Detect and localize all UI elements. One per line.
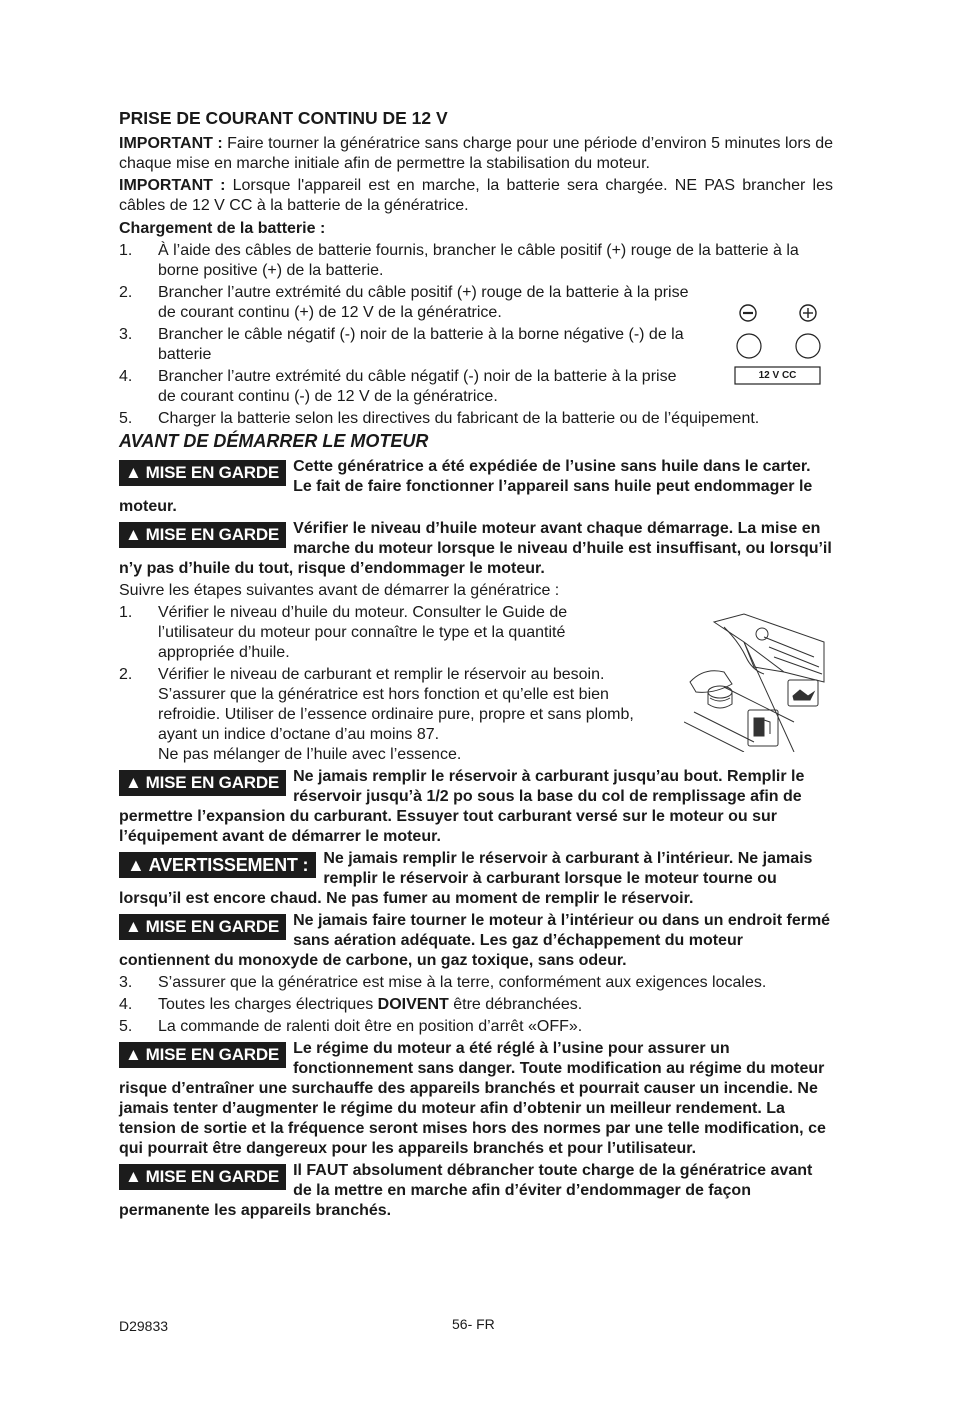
list-item: 4. Toutes les charges électriques DOIVENT être débranchées. xyxy=(119,996,583,1013)
caution-badge: ▲ MISE EN GARDE xyxy=(119,522,286,548)
warning-triangle-icon: ▲ xyxy=(127,855,145,875)
section-title-dc-outlet: PRISE DE COURANT CONTINU DE 12 V xyxy=(119,108,448,128)
warning-triangle-icon: ▲ xyxy=(125,1167,142,1186)
warning-triangle-icon: ▲ xyxy=(125,773,142,792)
prestart-steps-b xyxy=(119,973,833,1037)
dc-socket-illustration xyxy=(734,300,824,388)
document-id: D29833 xyxy=(119,1318,169,1334)
section-title-before-start: AVANT DE DÉMARRER LE MOTEUR xyxy=(119,431,429,451)
warning-triangle-icon: ▲ xyxy=(125,1045,142,1064)
warning-badge: ▲ AVERTISSEMENT : xyxy=(119,852,316,878)
caution-badge: ▲ MISE EN GARDE xyxy=(119,1164,286,1190)
charging-title: Chargement de la batterie : xyxy=(119,220,326,237)
warning-block xyxy=(119,849,833,909)
warning-triangle-icon: ▲ xyxy=(125,463,142,482)
steps-intro: Suivre les étapes suivantes avant de démarrer la génératrice : xyxy=(119,582,560,599)
caution-text: Vérifier le niveau d’huile moteur avant chaque démarrage. La mise en marche du moteur lorsque le niveau d’huile est insuffisant, ou lorsqu’il n’y pas d’huile du tout, risque d’endommager le moteur. xyxy=(119,520,832,577)
caution-block xyxy=(119,911,833,971)
list-item: 5. Charger la batterie selon les directives du fabricant de la batterie ou de l’équipement. xyxy=(119,410,760,427)
list-item: 4. Brancher l’autre extrémité du câble négatif (-) noir de la batterie à la prise de courant continu (-) de 12 V de la génératrice. xyxy=(119,368,677,405)
caution-badge: ▲ MISE EN GARDE xyxy=(119,770,286,796)
caution-block xyxy=(119,519,833,579)
important-note-1 xyxy=(119,134,833,174)
page-number: 56- FR xyxy=(452,1316,495,1332)
caution-text: Ne jamais remplir le réservoir à carburant jusqu’au bout. Remplir le réservoir jusqu’à 1/2 po sous la base du col de remplissage afin de permettre l’expansion du carburant. Essuyer tout carburant versé sur le moteur ou sur l’équipement avant de démarrer le moteur. xyxy=(119,768,805,845)
caution-text: Cette génératrice a été expédiée de l’usine sans huile dans le carter. Le fait de faire fonctionner l’appareil sans huile peut endommager le moteur. xyxy=(119,458,813,515)
engine-fuel-illustration xyxy=(684,612,830,752)
caution-badge: ▲ MISE EN GARDE xyxy=(119,914,286,940)
list-item: 5. La commande de ralenti doit être en position d’arrêt «OFF». xyxy=(119,1018,583,1035)
list-item: 1. Vérifier le niveau d’huile du moteur. Consulter le Guide de l’utilisateur du moteur pour connaître le type et la quantité appropriée d’huile. xyxy=(119,604,568,661)
important-note-2 xyxy=(119,176,833,216)
charging-steps xyxy=(119,241,833,429)
list-item: 3. Brancher le câble négatif (-) noir de la batterie à la borne négative (-) de la batterie xyxy=(119,326,684,363)
important-text: Lorsque l'appareil est en marche, la batterie sera chargée. NE PAS brancher les câbles de 12 V CC à la batterie de la génératrice. xyxy=(119,177,834,214)
list-item: 1. À l’aide des câbles de batterie fournis, brancher le câble positif (+) rouge de la batterie à la borne positive (+) de la batterie. xyxy=(119,242,799,279)
caution-text: Il FAUT absolument débrancher toute charge de la génératrice avant de la mettre en marche afin d’éviter d’endommager de façon permanente les appareils branchés. xyxy=(119,1162,813,1219)
warning-text: Ne jamais remplir le réservoir à carburant à l’intérieur. Ne jamais remplir le réservoir à carburant lorsque le moteur tourne ou lorsqu’il est encore chaud. Ne pas fumer au moment de remplir le réservoir. xyxy=(119,850,813,907)
important-label: IMPORTANT : xyxy=(119,135,223,152)
list-item: 3. S’assurer que la génératrice est mise à la terre, conformément aux exigences locales. xyxy=(119,974,767,991)
socket-label: 12 V CC xyxy=(758,370,797,381)
caution-badge: ▲ MISE EN GARDE xyxy=(119,460,286,486)
list-item: 2. Brancher l’autre extrémité du câble positif (+) rouge de la batterie à la prise de courant continu (+) de 12 V de la génératrice. xyxy=(119,284,689,321)
warning-triangle-icon: ▲ xyxy=(125,917,142,936)
caution-badge: ▲ MISE EN GARDE xyxy=(119,1042,286,1068)
caution-text: Le régime du moteur a été réglé à l’usine pour assurer un fonctionnement sans danger. Toute modification au régime du moteur risque d’entraîner une surchauffe des appareils branchés et pourrait causer un incendie. Ne jamais tenter d’augmenter le régime du moteur afin d’obtenir un meilleur rendement. La tension de sortie et la fréquence seront mises hors des normes par une telle modification, ce qui pourrait être dangereux pour les appareils branchés et pour l’utilisateur. xyxy=(119,1040,826,1157)
caution-block xyxy=(119,1039,833,1159)
caution-block xyxy=(119,767,833,847)
engine-drawing-icon xyxy=(684,612,830,752)
caution-block xyxy=(119,1161,833,1221)
important-text: Faire tourner la génératrice sans charge pour une période d’environ 5 minutes lors de chaque mise en marche initiale afin de permettre la stabilisation du moteur. xyxy=(119,135,834,172)
caution-block xyxy=(119,457,833,517)
list-item: 2. Vérifier le niveau de carburant et remplir le réservoir au besoin. S’assurer que la génératrice est hors fonction et qu’elle est bien refroidie. Utiliser de l’essence ordinaire pure, propre et sans plomb, ayant un indice d’octane d’au moins 87. Ne pas mélanger de l’huile avec l’essence. xyxy=(119,666,634,763)
warning-triangle-icon: ▲ xyxy=(125,525,142,544)
important-label: IMPORTANT : xyxy=(119,177,226,194)
caution-text: Ne jamais faire tourner le moteur à l’intérieur ou dans un endroit fermé sans aération adéquate. Les gaz d’échappement du moteur contiennent du monoxyde de carbone, un gaz toxique, sans odeur. xyxy=(119,912,831,969)
